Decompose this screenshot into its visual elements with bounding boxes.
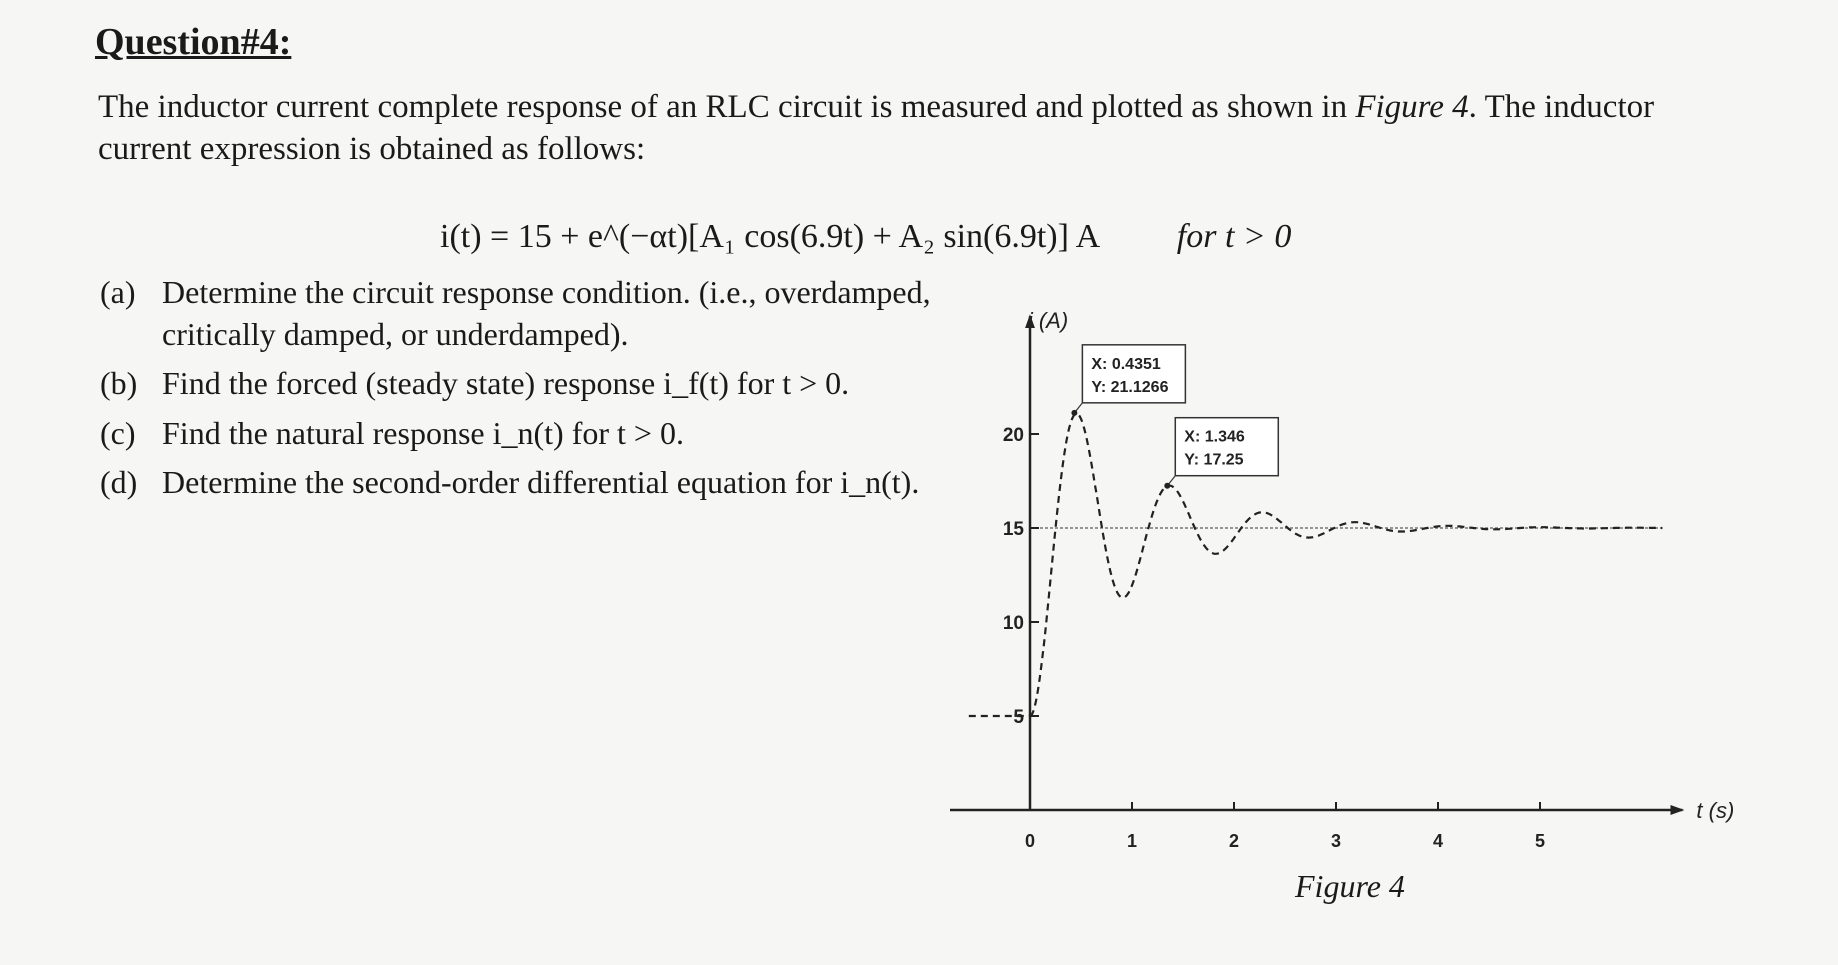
x-tick-label: 0: [1024, 831, 1036, 851]
question-text: Determine the circuit response condition. (i.e., overdamped, critically damped, or underdamped).: [162, 274, 931, 352]
x-tick-label: 4: [1432, 831, 1444, 851]
question-text: Determine the second-order differential equation for i_n(t).: [162, 464, 920, 501]
x-tick-label: 1: [1126, 831, 1138, 851]
y-tick-label: 5: [1013, 707, 1024, 728]
datatip-point: [1164, 483, 1170, 489]
question-label: (b): [100, 365, 138, 402]
question-text: Find the forced (steady state) response i_f(t) for t > 0.: [162, 365, 850, 402]
current-response-curve: [1030, 414, 1662, 717]
x-tick-label: 2: [1228, 831, 1240, 851]
question-heading: Question#4:: [95, 21, 292, 63]
y-axis-label: i (A): [1027, 308, 1069, 333]
question-label: (c): [100, 414, 136, 451]
intro-figure-reference: Figure 4: [1355, 89, 1469, 125]
y-tick-group: [1003, 425, 1039, 728]
y-tick-label: 10: [1002, 613, 1024, 634]
datatip-x-value: X: 1.346: [1184, 428, 1245, 446]
question-label: (a): [100, 274, 136, 310]
y-tick-label: 20: [1002, 425, 1024, 446]
intro-text-end: . The inductor current expression is obtained as follows:: [98, 89, 1655, 168]
datatip-y-value: Y: 21.1266: [1091, 378, 1169, 396]
x-tick-label: 5: [1534, 831, 1546, 851]
equation-expression: i(t) = 15 + e^(−αt)[A₁ cos(6.9t) + A₂ sin(6.9t)] A: [440, 218, 1099, 255]
equation-condition: for t > 0: [1176, 218, 1292, 255]
y-tick-label: 15: [1002, 519, 1024, 540]
datatip-x-value: X: 0.4351: [1091, 355, 1161, 373]
question-label: (d): [100, 464, 138, 501]
datatip-point: [1071, 410, 1077, 416]
datatip-y-value: Y: 17.25: [1184, 451, 1244, 469]
x-axis-label: t (s): [1696, 798, 1735, 823]
question-text: Find the natural response i_n(t) for t > 0.: [162, 414, 684, 451]
datatip-group: [1071, 345, 1278, 489]
x-tick-label: 3: [1330, 831, 1342, 851]
figure-caption: Figure 4: [1295, 868, 1405, 904]
intro-text-start: The inductor current complete response of an RLC circuit is measured and plotted as shown in: [98, 89, 1356, 125]
